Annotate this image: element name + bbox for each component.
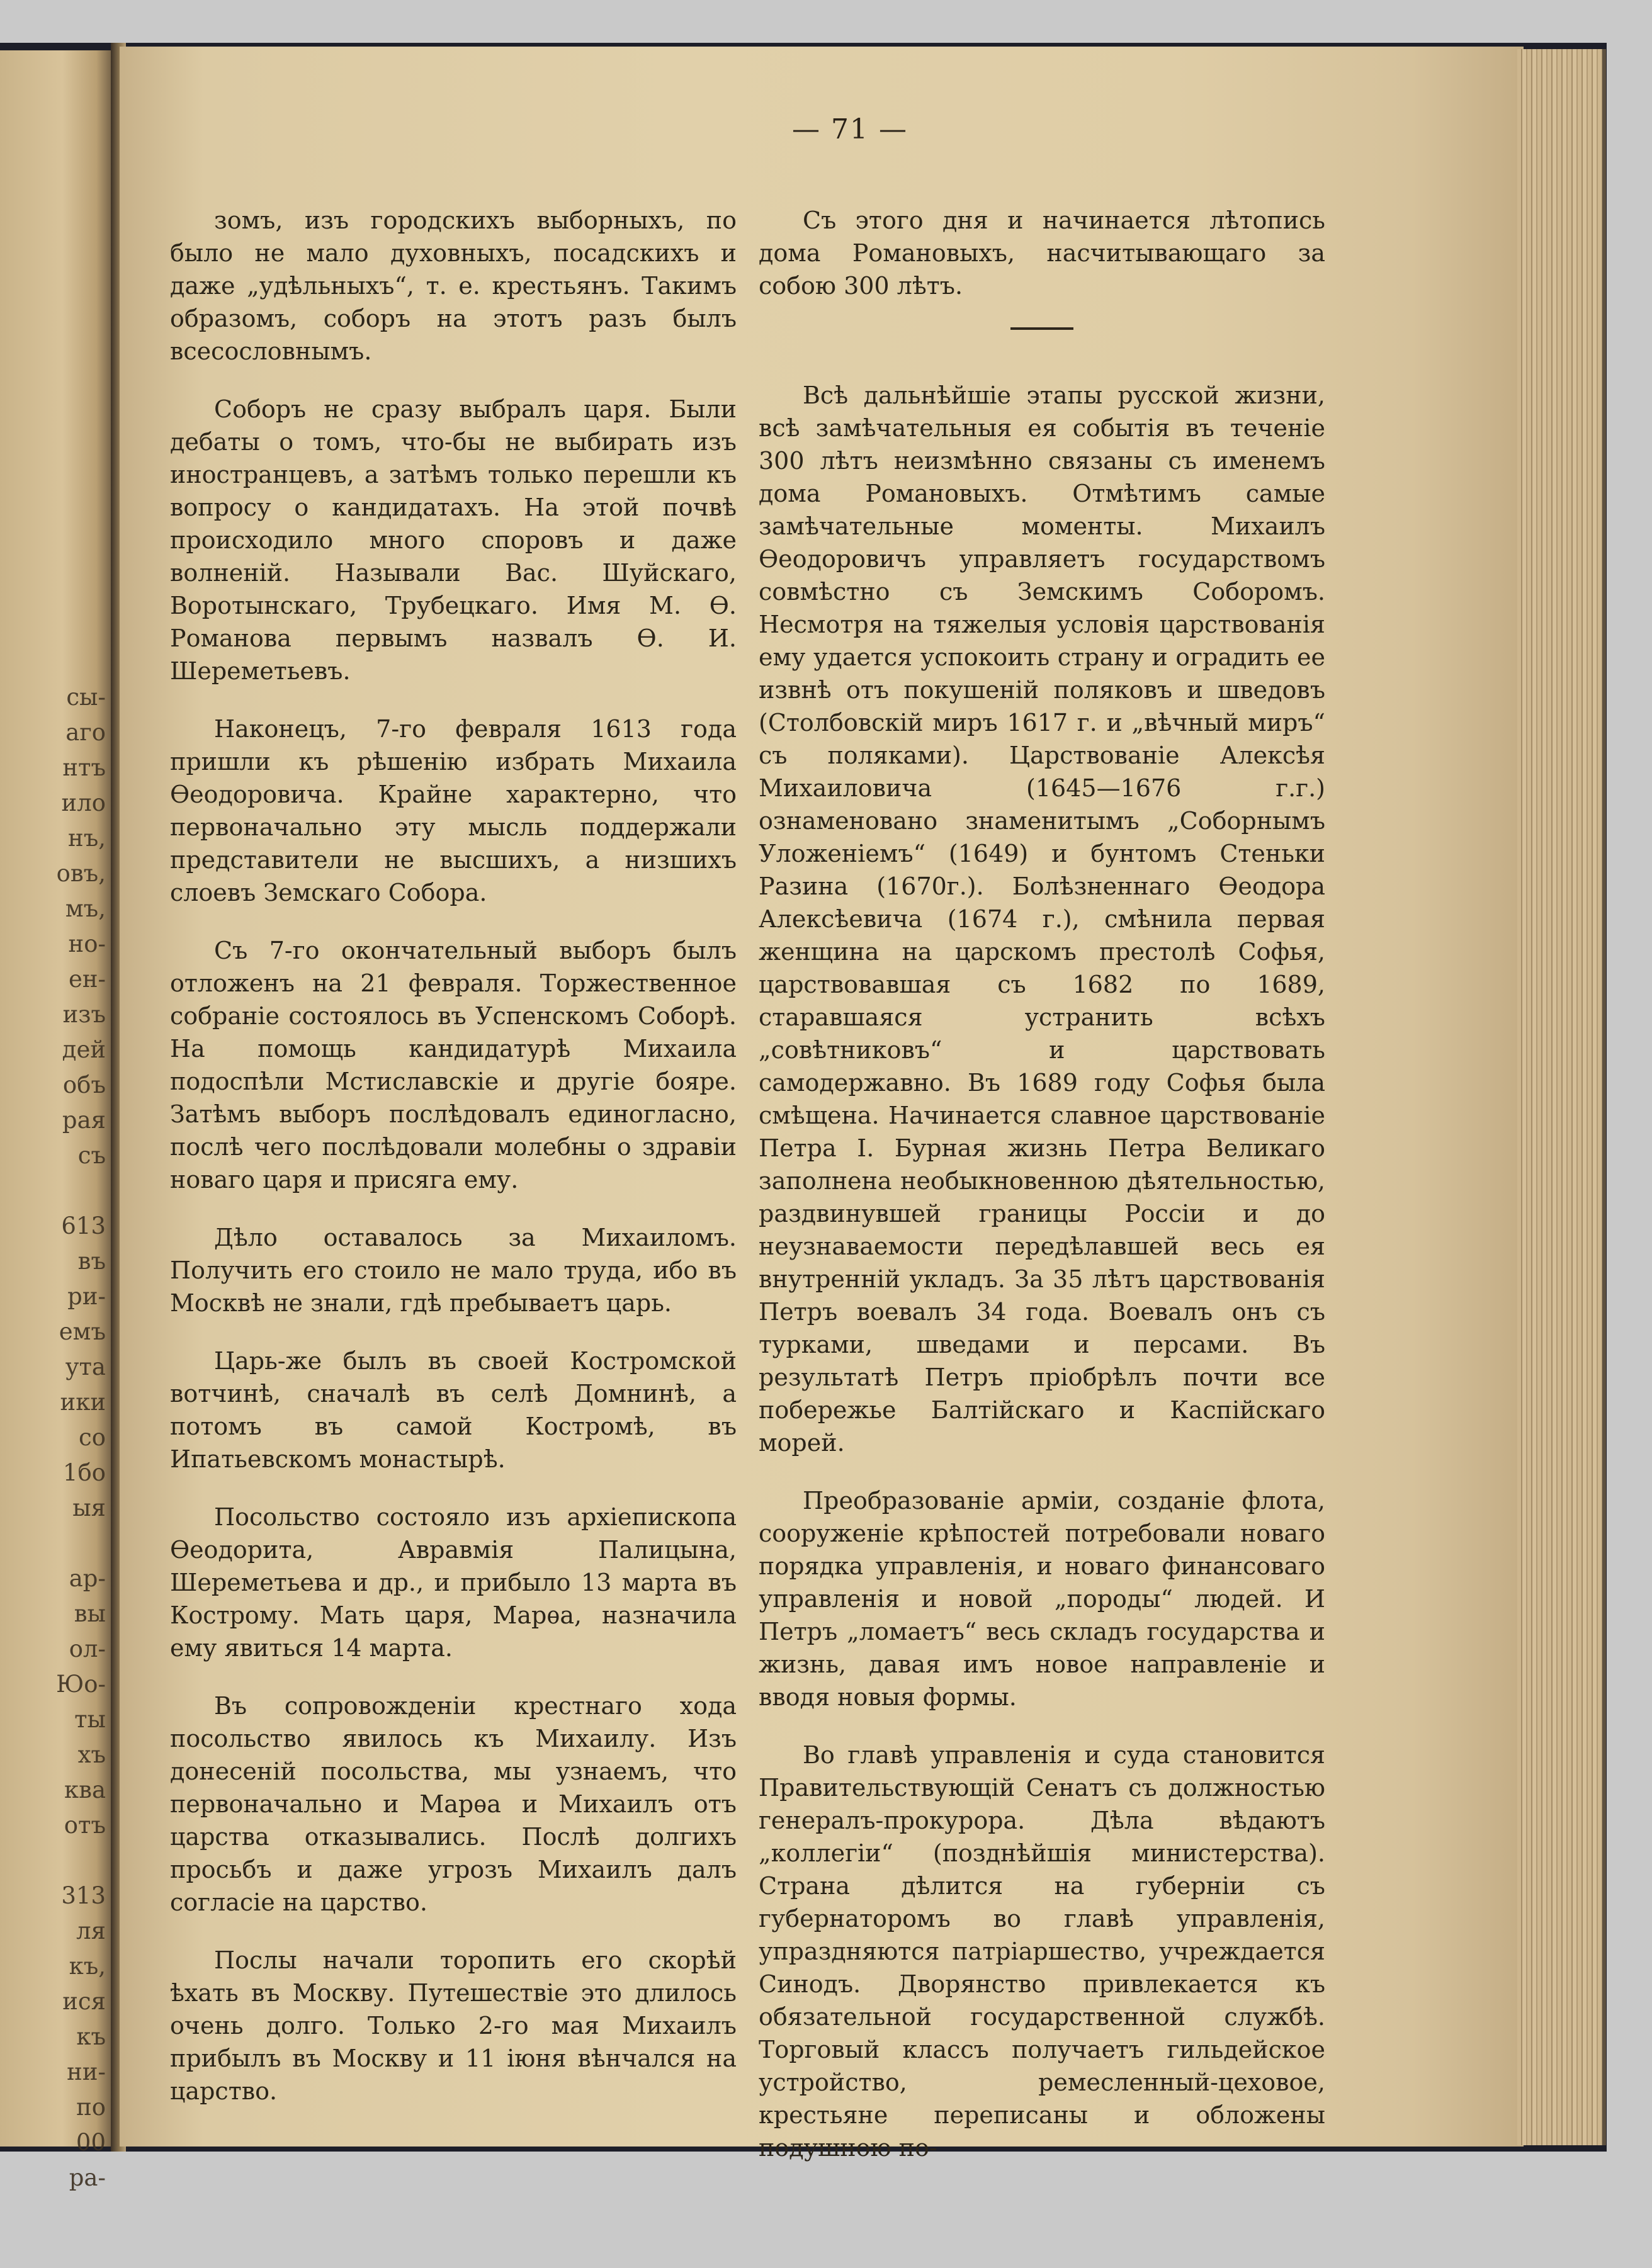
paragraph: Въ сопровожденіи крестнаго хода посольство явилось къ Михаилу. Изъ донесеній посольства, мы узнаемъ, что первоначально и Марѳа и Михаилъ отъ царства отказывались. Послѣ долгихъ просьбъ и даже угрозъ Михаилъ далъ согласіе на царство.	[170, 1692, 737, 1916]
left-page-text-fragment: сы- аго нтъ ило нъ, овъ, мъ, но- ен- изъ дей объ рая съ 613 въ ри- емъ ута ики со 1бо ыя ар- вы ол- Юо- ты хъ ква отъ 313 ля къ, ися къ ни- по 00 ра-	[56, 684, 106, 2191]
page-edges	[1517, 49, 1606, 2145]
paragraph: Преобразованіе арміи, созданіе флота, сооруженіе крѣпостей потребовали новаго порядка управленія, и новаго финансоваго управленія и новой „породы“ людей. И Петръ „ломаетъ“ весь складъ государства и жизнь, давая имъ новое направленіе и вводя новыя формы.	[759, 1487, 1325, 1711]
book-page	[120, 47, 1524, 2162]
left-column	[170, 204, 737, 2133]
paragraph: Съ этого дня и начинается лѣтопись дома Романовыхъ, насчитывающаго за собою 300 лѣтъ.	[759, 206, 1325, 300]
paragraph: Съ 7-го окончательный выборъ былъ отложенъ на 21 февраля. Торжественное собраніе состоялось въ Успенскомъ Соборѣ. На помощь кандидатурѣ Михаила подоспѣли Мстиславскіе и другіе бояре. Затѣмъ выборъ послѣдовалъ единогласно, послѣ чего послѣдовали молебны о здравіи новаго царя и присяга ему.	[170, 937, 737, 1193]
left-page-edge	[0, 50, 113, 2191]
paragraph: зомъ, изъ городскихъ выборныхъ, по было не мало духовныхъ, посадскихъ и даже „удѣльныхъ“, т. е. крестьянъ. Такимъ образомъ, соборъ на этотъ разъ былъ всесословнымъ.	[170, 206, 737, 365]
paragraph: Наконецъ, 7-го февраля 1613 года пришли къ рѣшенію избрать Михаила Ѳеодоровича. Крайне характерно, что первоначально эту мысль поддержали представители не высшихъ, а низшихъ слоевъ Земскаго Собора.	[170, 715, 737, 906]
paragraph: Посольство состояло изъ архіепископа Ѳеодорита, Авравмія Палицына, Шереметьева и др., и прибыло 13 марта въ Кострому. Мать царя, Марѳа, назначила ему явиться 14 марта.	[170, 1503, 737, 1662]
section-divider	[1010, 327, 1073, 330]
right-column	[759, 204, 1325, 2189]
paragraph: Дѣло оставалось за Михаиломъ. Получить его стоило не мало труда, ибо въ Москвѣ не знали, гдѣ пребываетъ царь.	[170, 1224, 737, 1317]
page-number: — 71 —	[792, 113, 908, 145]
paragraph: Во главѣ управленія и суда становится Правительствующій Сенатъ съ должностью генералъ-прокурора. Дѣла вѣдаютъ „коллегіи“ (позднѣйшія министерства). Страна дѣлится на губерніи съ губернаторомъ во главѣ управленія, упраздняются патріаршество, учреждается Синодъ. Дворянство привлекается къ обязательной государственной службѣ. Торговый классъ получаетъ гильдейское устройство, ремесленный-цеховое, крестьяне переписаны и обложены подушною по-	[759, 1741, 1325, 2162]
paragraph: Соборъ не сразу выбралъ царя. Были дебаты о томъ, что-бы не выбирать изъ иностранцевъ, а затѣмъ только перешли къ вопросу о кандидатахъ. На этой почвѣ происходило много споровъ и даже волненій. Называли Вас. Шуйскаго, Воротынскаго, Трубецкаго. Имя М. Ѳ. Романова первымъ назвалъ Ѳ. И. Шереметьевъ.	[170, 395, 737, 685]
paragraph: Всѣ дальнѣйшіе этапы русской жизни, всѣ замѣчательныя ея событія въ теченіе 300 лѣтъ неизмѣнно связаны съ именемъ дома Романовыхъ. Отмѣтимъ самые замѣчательные моменты. Михаилъ Ѳеодоровичъ управляетъ государствомъ совмѣстно съ Земскимъ Соборомъ. Несмотря на тяжелыя условія царствованія ему удается успокоить страну и оградить ее извнѣ отъ покушеній поляковъ и шведовъ (Столбовскій миръ 1617 г. и „вѣчный миръ“ съ поляками). Царствованіе Алексѣя Михаиловича (1645—1676 г.г.) ознаменовано знаменитымъ „Соборнымъ Уложеніемъ“ (1649) и бунтомъ Стеньки Разина (1670г.). Болѣзненнаго Ѳеодора Алексѣевича (1674 г.), смѣнила первая женщина на царскомъ престолѣ Софья, царствовавшая съ 1682 по 1689, старавшаяся устранить всѣхъ „совѣтниковъ“ и царствовать самодержавно. Въ 1689 году Софья была смѣщена. Начинается славное царствованіе Петра I. Бурная жизнь Петра Великаго заполнена необыкновенною дѣятельностью, раздвинувшей границы Россіи и до неузнаваемости передѣлавшей весь ея внутренній укладъ. За 35 лѣтъ царствованія Петръ воевалъ 34 года. Воевалъ онъ съ турками, шведами и персами. Въ результатѣ Петръ пріобрѣлъ почти все побережье Балтійскаго и Каспійскаго морей.	[759, 381, 1325, 1457]
paragraph: Послы начали торопить его скорѣй ѣхать въ Москву. Путешествіе это длилось очень долго. Только 2-го мая Михаилъ прибылъ въ Москву и 11 іюня вѣнчался на царство.	[170, 1946, 737, 2105]
book-spread	[0, 43, 1607, 2191]
paragraph: Царь-же былъ въ своей Костромской вотчинѣ, сначалѣ въ селѣ Домнинѣ, а потомъ въ самой Костромѣ, въ Ипатьевскомъ монастырѣ.	[170, 1347, 737, 1473]
